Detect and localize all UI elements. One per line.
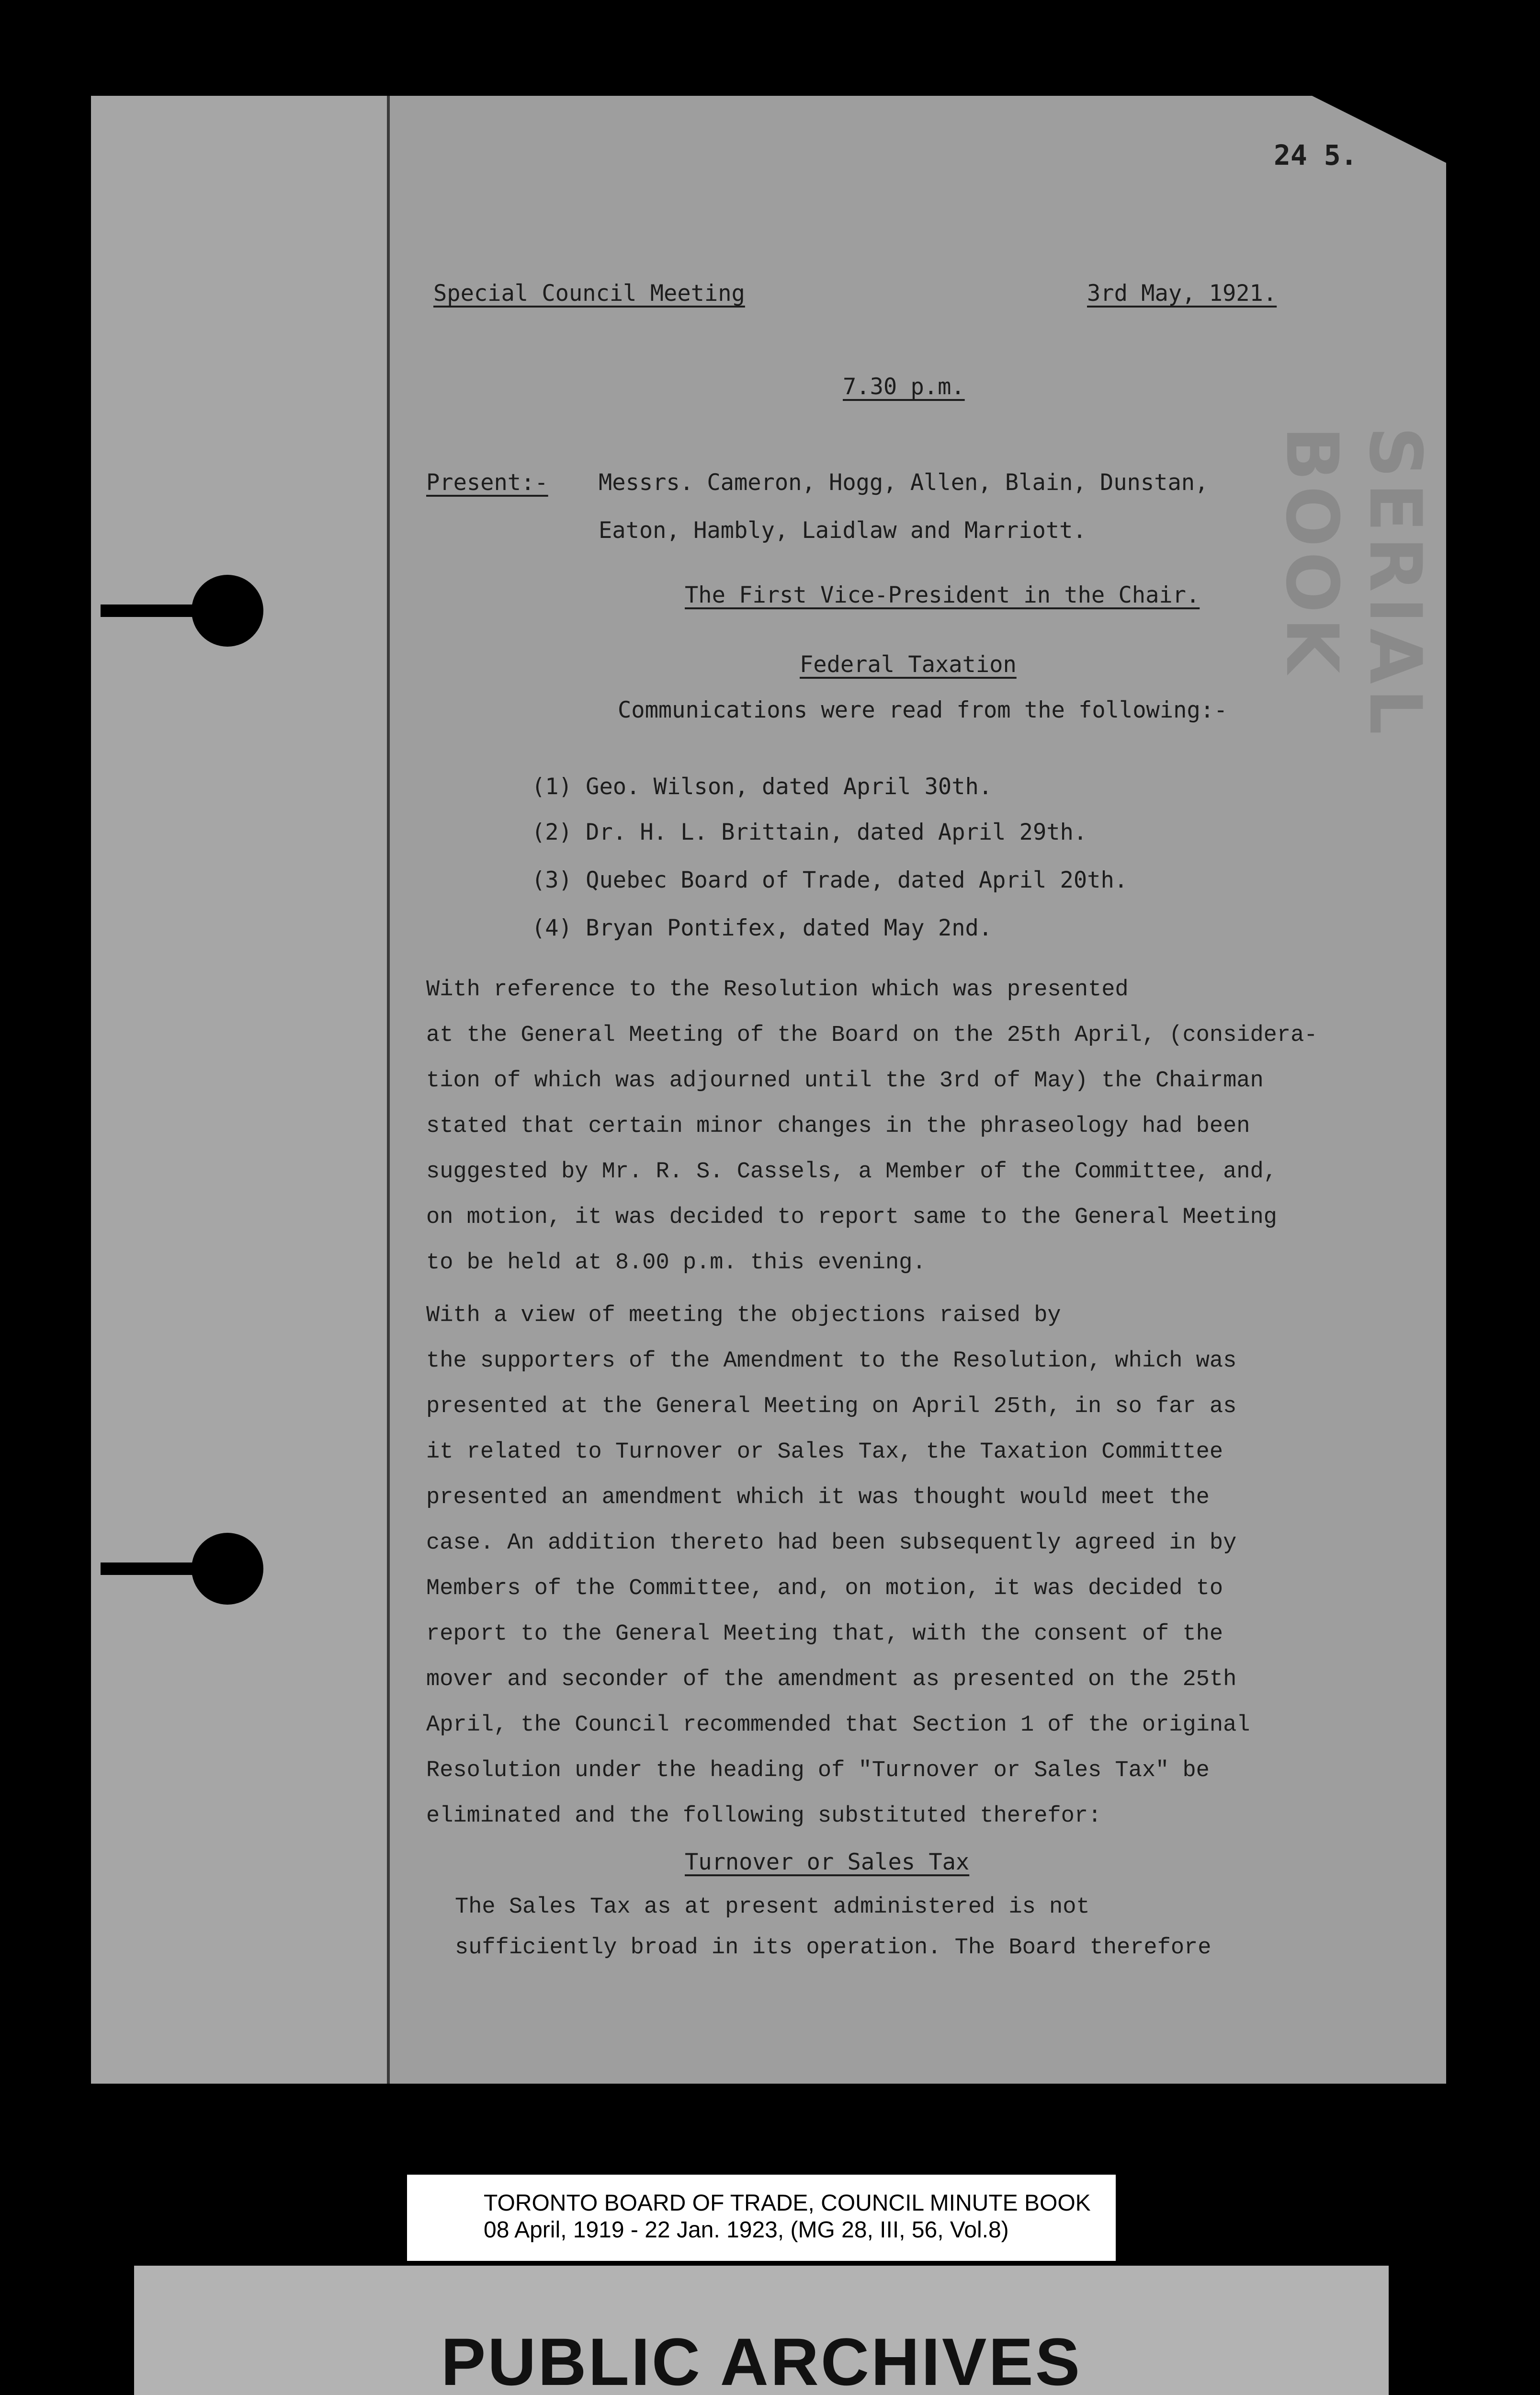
punch-hole-bottom xyxy=(192,1533,263,1605)
paragraph-line: With reference to the Resolution which was presented xyxy=(426,977,1129,1003)
header-date: 3rd May, 1921. xyxy=(1087,280,1277,307)
paragraph-line: case. An addition thereto had been subsequently agreed in by xyxy=(426,1530,1237,1556)
communication-item: (3) Quebec Board of Trade, dated April 20th. xyxy=(532,867,1128,893)
present-names-line2: Eaton, Hambly, Laidlaw and Marriott. xyxy=(599,517,1087,544)
section-heading-sales-tax: Turnover or Sales Tax xyxy=(685,1849,970,1875)
present-names-line1: Messrs. Cameron, Hogg, Allen, Blain, Dunstan, xyxy=(599,469,1209,496)
paragraph-line: Resolution under the heading of "Turnover or Sales Tax" be xyxy=(426,1758,1210,1783)
paragraph-line: The Sales Tax as at present administered is not xyxy=(455,1894,1090,1920)
paragraph-line: With a view of meeting the objections raised by xyxy=(426,1303,1061,1328)
punch-hole-slot xyxy=(101,604,196,617)
document-page xyxy=(91,96,1446,2084)
catalog-label-line2: 08 April, 1919 - 22 Jan. 1923, (MG 28, III, 56, Vol.8) xyxy=(484,2217,1009,2243)
paragraph-line: presented at the General Meeting on April 25th, in so far as xyxy=(426,1394,1237,1419)
paragraph-line: mover and seconder of the amendment as presented on the 25th xyxy=(426,1667,1237,1692)
archive-banner xyxy=(134,2266,1389,2395)
paragraph-line: tion of which was adjourned until the 3rd of May) the Chairman xyxy=(426,1068,1264,1094)
punch-hole-top xyxy=(192,575,263,647)
punch-hole-slot xyxy=(101,1562,196,1575)
paragraph-line: Members of the Committee, and, on motion, it was decided to xyxy=(426,1576,1223,1601)
paragraph-line: on motion, it was decided to report same to the General Meeting xyxy=(426,1205,1277,1230)
paragraph-line: eliminated and the following substituted therefor: xyxy=(426,1803,1102,1829)
paragraph-line: sufficiently broad in its operation. The Board therefore xyxy=(455,1935,1212,1961)
catalog-label-line1: TORONTO BOARD OF TRADE, COUNCIL MINUTE BOOK xyxy=(484,2190,1091,2216)
meeting-time: 7.30 p.m. xyxy=(843,374,965,400)
paragraph-line: at the General Meeting of the Board on the 25th April, (considera- xyxy=(426,1023,1318,1048)
communication-item: (4) Bryan Pontifex, dated May 2nd. xyxy=(532,915,993,941)
catalog-label xyxy=(407,2175,1116,2261)
archive-title-english: PUBLIC ARCHIVES xyxy=(441,2324,1082,2395)
communications-intro: Communications were read from the following:- xyxy=(618,697,1228,723)
faded-stamp: SERIAL BOOK xyxy=(1270,426,1437,740)
page-number: 24 5. xyxy=(1274,139,1358,171)
paragraph-line: report to the General Meeting that, with the consent of the xyxy=(426,1621,1223,1647)
paragraph-line: presented an amendment which it was thought would meet the xyxy=(426,1485,1210,1510)
paragraph-line: the supporters of the Amendment to the Resolution, which was xyxy=(426,1348,1237,1374)
chair-note: The First Vice-President in the Chair. xyxy=(685,582,1200,608)
paragraph-line: April, the Council recommended that Section 1 of the original xyxy=(426,1712,1250,1738)
section-heading-federal-taxation: Federal Taxation xyxy=(800,651,1017,678)
communication-item: (2) Dr. H. L. Brittain, dated April 29th. xyxy=(532,819,1087,845)
paragraph-line: suggested by Mr. R. S. Cassels, a Member of the Committee, and, xyxy=(426,1159,1277,1185)
present-label: Present:- xyxy=(426,469,548,496)
paragraph-line: it related to Turnover or Sales Tax, the Taxation Committee xyxy=(426,1439,1223,1465)
paragraph-line: stated that certain minor changes in the phraseology had been xyxy=(426,1114,1250,1139)
page-margin xyxy=(91,96,387,2084)
header-meeting-title: Special Council Meeting xyxy=(433,280,745,307)
margin-rule xyxy=(387,96,390,2084)
paragraph-line: to be held at 8.00 p.m. this evening. xyxy=(426,1250,926,1276)
communication-item: (1) Geo. Wilson, dated April 30th. xyxy=(532,774,993,800)
